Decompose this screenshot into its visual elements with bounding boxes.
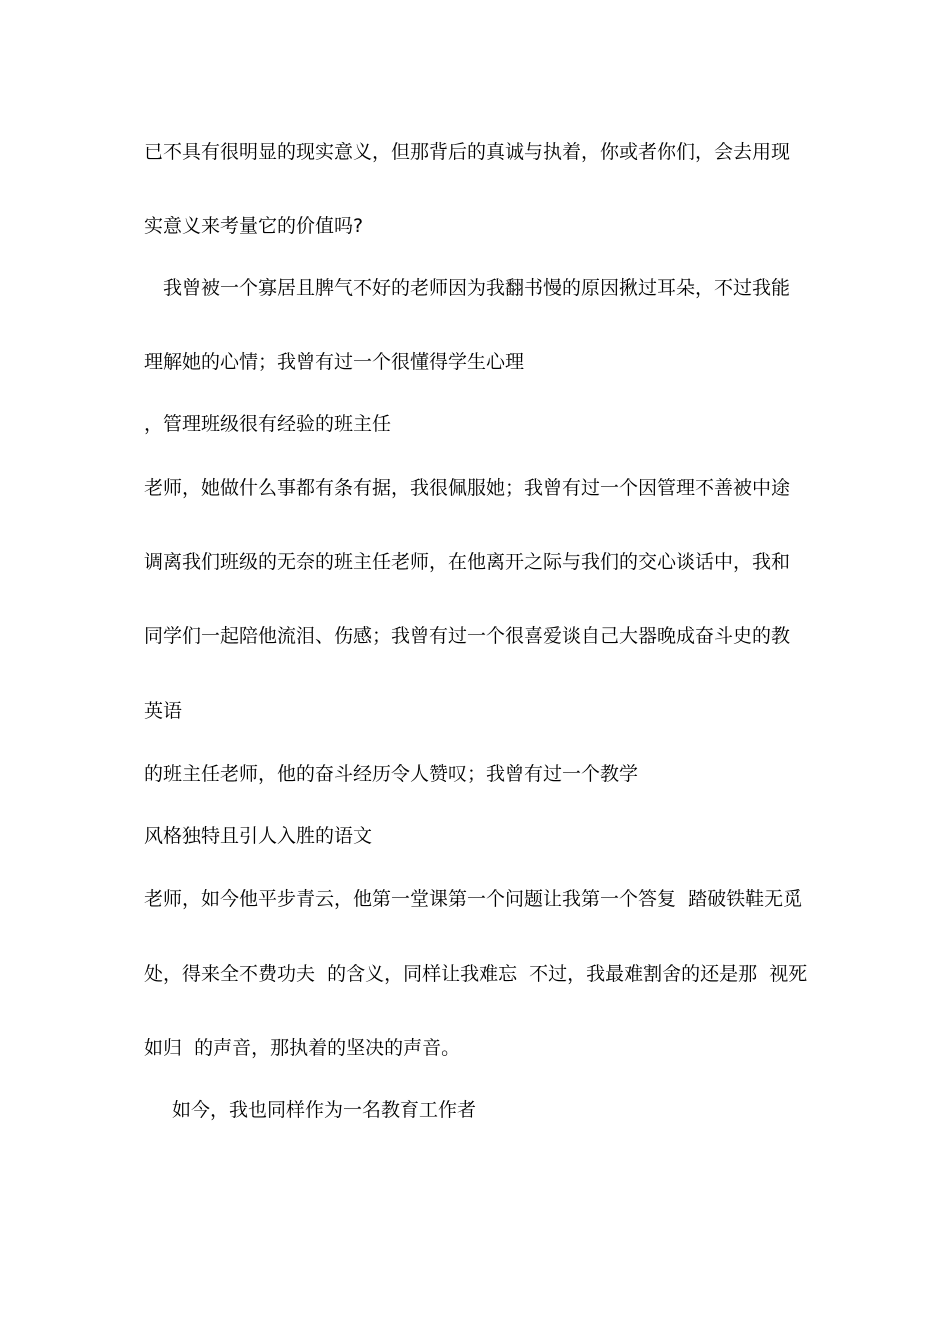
paragraph-line: 同学们一起陪他流泪、伤感；我曾有过一个很喜爱谈自己大器晚成奋斗史的教 [144, 625, 791, 647]
paragraph-line: 如今，我也同样作为一名教育工作者 [172, 1099, 477, 1121]
paragraph-line: 调离我们班级的无奈的班主任老师，在他离开之际与我们的交心谈话中，我和 [144, 551, 791, 573]
paragraph-line: ，管理班级很有经验的班主任 [144, 413, 392, 435]
paragraph-line: 的班主任老师，他的奋斗经历令人赞叹；我曾有过一个教学 [144, 763, 639, 785]
paragraph-line: 风格独特且引人入胜的语文 [144, 825, 373, 847]
paragraph-line: 已不具有很明显的现实意义，但那背后的真诚与执着，你或者你们，会去用现 [144, 141, 791, 163]
paragraph-line: 老师，如今他平步青云，他第一堂课第一个问题让我第一个答复 踏破铁鞋无觅 [144, 888, 803, 910]
paragraph-line: 如归 的声音，那执着的坚决的声音。 [144, 1037, 461, 1059]
paragraph-line: 理解她的心情；我曾有过一个很懂得学生心理 [144, 351, 525, 373]
paragraph-line: 处，得来全不费功夫 的含义，同样让我难忘 不过，我最难割舍的还是那 视死 [144, 963, 808, 985]
paragraph-line: 英语 [144, 700, 183, 722]
paragraph-line: 实意义来考量它的价值吗? [144, 215, 364, 237]
paragraph-line: 老师，她做什么事都有条有据，我很佩服她；我曾有过一个因管理不善被中途 [144, 477, 791, 499]
paragraph-line: 我曾被一个寡居且脾气不好的老师因为我翻书慢的原因揪过耳朵，不过我能 [163, 277, 791, 299]
